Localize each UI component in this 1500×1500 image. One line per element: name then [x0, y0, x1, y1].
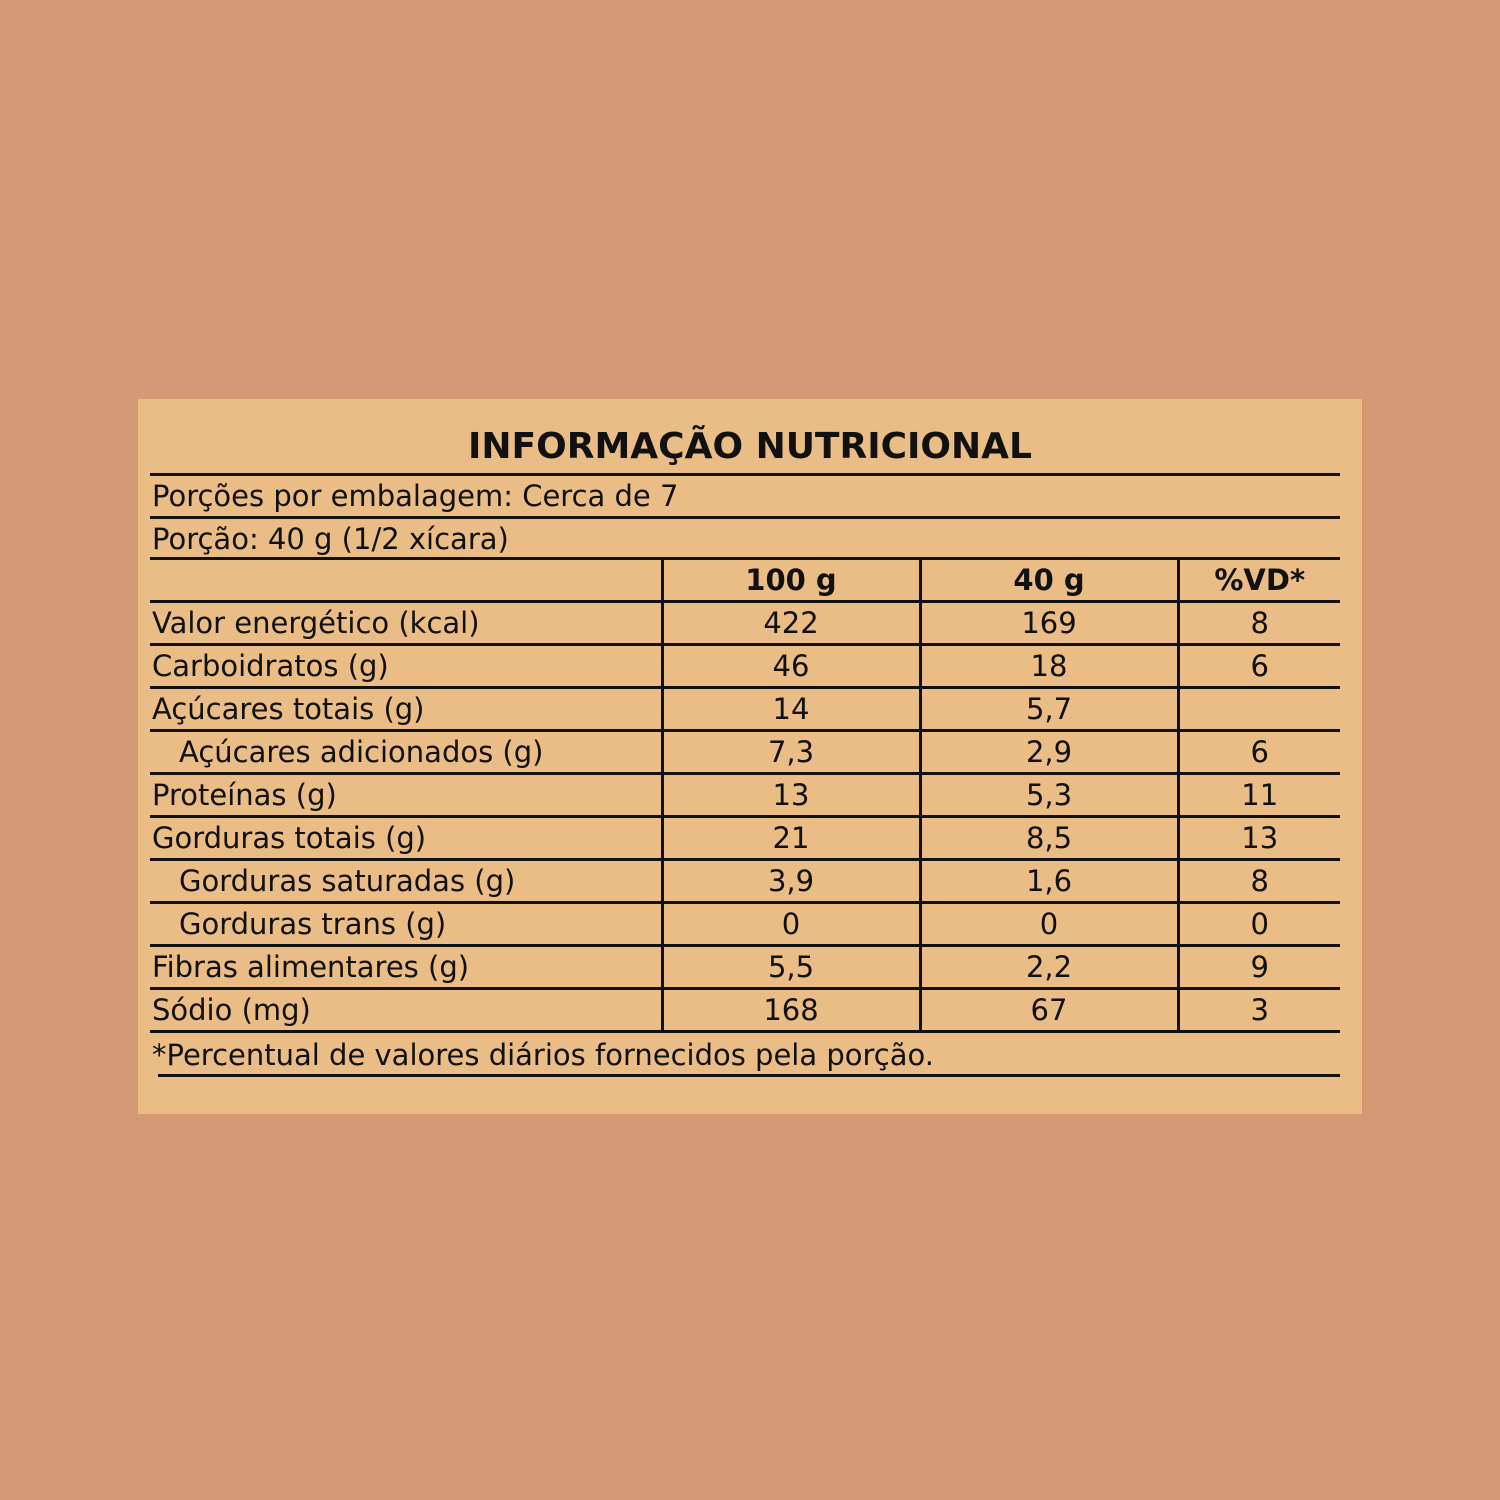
table-row: [150, 817, 1340, 860]
nutrient-label: Proteínas (g): [150, 774, 662, 817]
nutrient-label: Açúcares adicionados (g): [150, 731, 662, 774]
nutrient-label: Fibras alimentares (g): [150, 946, 662, 989]
table-row: [150, 903, 1340, 946]
value-per-portion: 18: [920, 645, 1178, 688]
table-row: [150, 860, 1340, 903]
table-row: [150, 602, 1340, 645]
value-per-portion: 5,7: [920, 688, 1178, 731]
table-row: [150, 946, 1340, 989]
value-daily-percent: 6: [1178, 731, 1340, 774]
value-per-100g: 5,5: [662, 946, 920, 989]
nutrient-label: Açúcares totais (g): [150, 688, 662, 731]
value-per-portion: 169: [920, 602, 1178, 645]
value-daily-percent: 8: [1178, 602, 1340, 645]
value-per-100g: 422: [662, 602, 920, 645]
header-per-portion: 40 g: [920, 560, 1178, 602]
value-per-portion: 1,6: [920, 860, 1178, 903]
value-daily-percent: 3: [1178, 989, 1340, 1032]
nutrient-label: Carboidratos (g): [150, 645, 662, 688]
value-per-portion: 2,9: [920, 731, 1178, 774]
serving-size: Porção: 40 g (1/2 xícara): [152, 522, 509, 556]
value-per-100g: 0: [662, 903, 920, 946]
nutrient-label: Gorduras trans (g): [150, 903, 662, 946]
nutrient-label: Sódio (mg): [150, 989, 662, 1032]
value-daily-percent: 0: [1178, 903, 1340, 946]
nutrient-label: Gorduras totais (g): [150, 817, 662, 860]
table-row: [150, 688, 1340, 731]
value-per-portion: 0: [920, 903, 1178, 946]
footnote-rule: [158, 1074, 1340, 1077]
value-per-100g: 13: [662, 774, 920, 817]
value-daily-percent: [1178, 688, 1340, 731]
nutrition-title: INFORMAÇÃO NUTRICIONAL: [468, 426, 1032, 467]
value-per-100g: 3,9: [662, 860, 920, 903]
table-row: [150, 731, 1340, 774]
value-per-100g: 7,3: [662, 731, 920, 774]
value-daily-percent: 11: [1178, 774, 1340, 817]
value-daily-percent: 6: [1178, 645, 1340, 688]
table-header-row: [150, 560, 1340, 602]
value-per-portion: 5,3: [920, 774, 1178, 817]
footnote: *Percentual de valores diários fornecidos pela porção.: [152, 1038, 934, 1072]
value-per-portion: 67: [920, 989, 1178, 1032]
value-per-100g: 46: [662, 645, 920, 688]
header-daily-value: %VD*: [1178, 560, 1340, 602]
divider: [150, 516, 1340, 519]
value-per-portion: 8,5: [920, 817, 1178, 860]
value-per-portion: 2,2: [920, 946, 1178, 989]
table-row: [150, 645, 1340, 688]
value-daily-percent: 9: [1178, 946, 1340, 989]
value-daily-percent: 13: [1178, 817, 1340, 860]
nutrition-facts-panel: [138, 399, 1362, 1114]
nutrient-label: Valor energético (kcal): [150, 602, 662, 645]
value-per-100g: 168: [662, 989, 920, 1032]
value-per-100g: 21: [662, 817, 920, 860]
value-per-100g: 14: [662, 688, 920, 731]
divider: [150, 473, 1340, 476]
nutrition-table: [150, 560, 1340, 1033]
value-daily-percent: 8: [1178, 860, 1340, 903]
header-nutrient: [150, 560, 662, 602]
table-row: [150, 774, 1340, 817]
servings-per-package: Porções por embalagem: Cerca de 7: [152, 479, 679, 513]
nutrient-label: Gorduras saturadas (g): [150, 860, 662, 903]
table-row: [150, 989, 1340, 1032]
header-per-100g: 100 g: [662, 560, 920, 602]
